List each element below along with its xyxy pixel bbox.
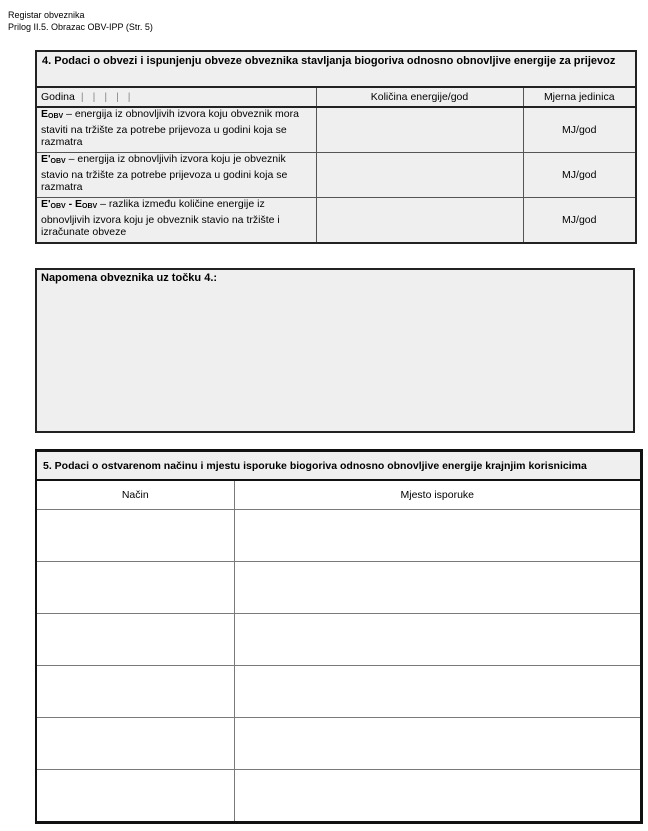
year-digit-separator: | [92, 91, 96, 103]
description-text: – razlika između količine energije iz obnovljivih izvora koju je obveznik stavio na tržište i izračunate obveze [41, 198, 280, 238]
year-digit-separator: | [127, 91, 131, 103]
unit-label: MJ/god [523, 153, 635, 198]
nacin-input[interactable] [37, 718, 234, 770]
column-header-jedinica: Mjerna jedinica [523, 88, 635, 107]
table-row [37, 718, 640, 770]
symbol-subscript: OBV [82, 203, 98, 210]
delivery-table [37, 481, 640, 821]
symbol: - E [65, 198, 83, 210]
mjesto-input[interactable] [234, 666, 640, 718]
delivery-table-header [37, 481, 640, 510]
note-label: Napomena obveznika uz točku 4.: [41, 272, 218, 284]
year-digit-separator: | [116, 91, 119, 103]
godina-digit-input[interactable] [81, 91, 140, 103]
row-description [37, 153, 316, 198]
description-text: – energija iz obnovljivih izvora koju obveznik mora staviti na tržište za potrebe prijevoza u godini koja se razmatra [41, 108, 299, 148]
section-5-title: 5. Podaci o ostvarenom načinu i mjestu isporuke biogoriva odnosno obnovljive energije krajnjim korisnicima [37, 452, 640, 481]
year-digit-separator: | [80, 91, 84, 103]
table-row [37, 666, 640, 718]
column-header-kolicina: Količina energije/god [316, 88, 523, 107]
table-row [37, 770, 640, 822]
mjesto-input[interactable] [234, 614, 640, 666]
section-4-obligation [35, 50, 637, 244]
nacin-input[interactable] [37, 510, 234, 562]
energy-amount-input[interactable] [316, 107, 523, 153]
section-5-delivery [35, 449, 643, 824]
mjesto-input[interactable] [234, 510, 640, 562]
table-row [37, 153, 635, 198]
row-description [37, 198, 316, 243]
nacin-input[interactable] [37, 770, 234, 822]
section-4-title: 4. Podaci o obvezi i ispunjenju obveze obveznika stavljanja biogoriva odnosno obnovljive energije za prijevoz [37, 52, 635, 88]
unit-label: MJ/god [523, 107, 635, 153]
mjesto-input[interactable] [234, 718, 640, 770]
obligation-table-header [37, 88, 635, 107]
symbol-subscript: OBV [50, 203, 66, 210]
obligation-table [37, 88, 635, 242]
nacin-input[interactable] [37, 614, 234, 666]
column-header-mjesto: Mjesto isporuke [234, 481, 640, 510]
table-row [37, 198, 635, 243]
godina-label: Godina [41, 91, 75, 103]
form-reference: Prilog II.5. Obrazac OBV-IPP (Str. 5) [8, 22, 153, 32]
register-label: Registar obveznika [8, 10, 85, 20]
symbol-subscript: OBV [48, 113, 64, 120]
table-row [37, 510, 640, 562]
godina-cell [37, 88, 316, 107]
mjesto-input[interactable] [234, 770, 640, 822]
column-header-nacin: Način [37, 481, 234, 510]
unit-label: MJ/god [523, 198, 635, 243]
energy-amount-input[interactable] [316, 198, 523, 243]
description-text: – energija iz obnovljivih izvora koju je obveznik stavio na tržište za potrebe prijevoza u godini koja se razmatra [41, 153, 288, 193]
mjesto-input[interactable] [234, 562, 640, 614]
symbol: E [41, 108, 49, 120]
nacin-input[interactable] [37, 666, 234, 718]
year-digit-separator: | [104, 91, 108, 103]
symbol-subscript: OBV [50, 158, 66, 165]
energy-amount-input[interactable] [316, 153, 523, 198]
table-row [37, 614, 640, 666]
note-field[interactable] [35, 268, 635, 433]
row-description [37, 107, 316, 153]
table-row [37, 562, 640, 614]
symbol: E' [41, 198, 51, 210]
nacin-input[interactable] [37, 562, 234, 614]
table-row [37, 107, 635, 153]
symbol: E' [41, 153, 51, 165]
